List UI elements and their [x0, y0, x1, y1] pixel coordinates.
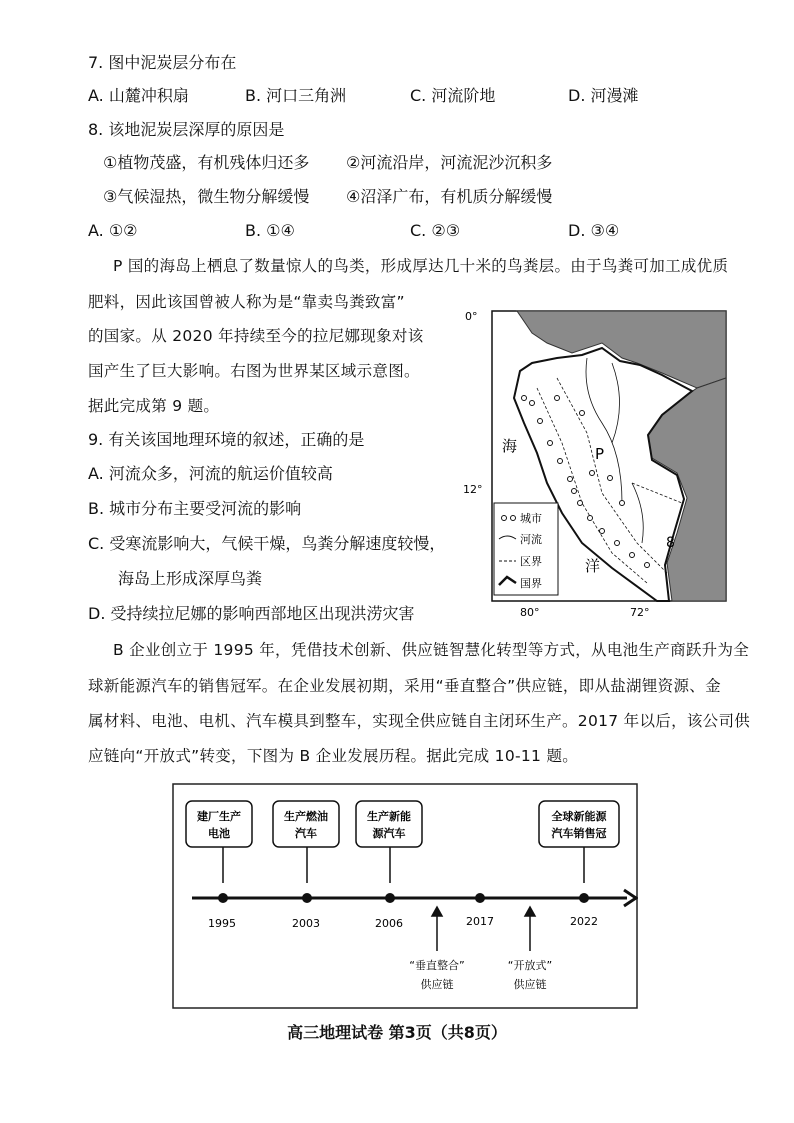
year-1995: 1995	[208, 917, 236, 930]
legend-river: 河流	[520, 533, 542, 546]
sea-label-1: 海	[502, 437, 518, 455]
country-label-p: P	[595, 445, 605, 463]
q9-option-a: A. 河流众多，河流的航运价值较高	[88, 464, 333, 483]
year-2022: 2022	[570, 915, 598, 928]
q9-option-d: D. 受持续拉尼娜的影响西部地区出现洪涝灾害	[88, 604, 415, 623]
event-2003-line1: 生产燃油	[284, 810, 328, 823]
page-footer: 高三地理试卷 第3页（共8页）	[287, 1023, 507, 1042]
passage-p-line-4: 国产生了巨大影响。右图为世界某区域示意图。	[88, 362, 420, 380]
marker-open-line1: “开放式”	[507, 959, 553, 972]
passage-p-line-3: 的国家。从 2020 年持续至今的拉尼娜现象对该	[88, 327, 424, 345]
q8-item-3: ③气候湿热，微生物分解缓慢	[103, 187, 310, 206]
q7-option-b: B. 河口三角洲	[245, 86, 347, 105]
passage-p-line-2: 肥料，因此该国曾被人称为是“靠卖鸟粪致富”	[88, 293, 405, 311]
passage-b-line-3: 属材料、电池、电机、汽车模具到整车，实现全供应链自主闭环生产。2017 年以后，该公司供	[88, 712, 751, 730]
legend-national-border: 国界	[520, 577, 542, 590]
lon-label-72: 72°	[630, 606, 650, 619]
legend-city-icon	[502, 516, 507, 521]
q7-option-a: A. 山麓冲积扇	[88, 86, 189, 105]
legend-city: 城市	[520, 512, 542, 525]
region-map	[462, 303, 732, 623]
marker-vertical-line2: 供应链	[420, 978, 454, 991]
q7-option-c: C. 河流阶地	[410, 86, 496, 105]
q8-item-1: ①植物茂盛，有机残体归还多	[103, 153, 310, 172]
q7-stem: 7. 图中泥炭层分布在	[88, 53, 237, 72]
legend-boundary: 区界	[520, 555, 542, 568]
lat-label-12: 12°	[463, 483, 483, 496]
q8-option-d: D. ③④	[568, 221, 620, 240]
event-1995-line2: 电池	[208, 827, 230, 840]
event-2022-line1: 全球新能源	[551, 810, 607, 823]
marker-vertical-line1: “垂直整合”	[409, 959, 465, 972]
year-2003: 2003	[292, 917, 320, 930]
marker-open-line2: 供应链	[513, 978, 547, 991]
event-box-1995	[186, 801, 252, 847]
q8-option-c: C. ②③	[410, 221, 461, 240]
q8-item-4: ④沼泽广布，有机质分解缓慢	[346, 187, 553, 206]
sea-label-2: 洋	[585, 557, 601, 575]
event-box-2003	[273, 801, 339, 847]
lon-label-80: 80°	[520, 606, 540, 619]
q9-option-b: B. 城市分布主要受河流的影响	[88, 499, 302, 518]
year-2017: 2017	[466, 915, 494, 928]
q8-option-a: A. ①②	[88, 221, 138, 240]
lat-label-0: 0°	[465, 310, 478, 323]
event-2006-line1: 生产新能	[367, 810, 411, 823]
q8-stem: 8. 该地泥炭层深厚的原因是	[88, 120, 285, 139]
event-2003-line2: 汽车	[295, 827, 317, 840]
development-timeline	[172, 783, 638, 1009]
q9-stem: 9. 有关该国地理环境的叙述，正确的是	[88, 430, 365, 449]
q9-option-c: C. 受寒流影响大，气候干燥，鸟粪分解速度较慢，	[88, 534, 446, 553]
map-number-label: 8	[666, 535, 675, 551]
q8-option-b: B. ①④	[245, 221, 295, 240]
event-2006-line2: 源汽车	[372, 827, 406, 840]
passage-b-line-4: 应链向“开放式”转变，下图为 B 企业发展历程。据此完成 10-11 题。	[88, 747, 579, 765]
q8-item-2: ②河流沿岸，河流泥沙沉积多	[346, 153, 553, 172]
event-box-2006	[356, 801, 422, 847]
event-box-2022	[539, 801, 619, 847]
year-2006: 2006	[375, 917, 403, 930]
passage-b-line-2: 球新能源汽车的销售冠军。在企业发展初期，采用“垂直整合”供应链，即从盐湖锂资源、金	[88, 677, 721, 695]
event-2022-line2: 汽车销售冠	[551, 827, 607, 840]
passage-b-line-1: B 企业创立于 1995 年，凭借技术创新、供应链智慧化转型等方式，从电池生产商跃升为全	[113, 641, 750, 659]
event-1995-line1: 建厂生产	[197, 810, 241, 823]
q9-option-c-cont: 海岛上形成深厚鸟粪	[118, 569, 263, 588]
passage-p-line-5: 据此完成第 9 题。	[88, 397, 220, 415]
q7-option-d: D. 河漫滩	[568, 86, 639, 105]
passage-p-line-1: P 国的海岛上栖息了数量惊人的鸟类，形成厚达几十米的鸟粪层。由于鸟粪可加工成优质	[113, 257, 729, 275]
